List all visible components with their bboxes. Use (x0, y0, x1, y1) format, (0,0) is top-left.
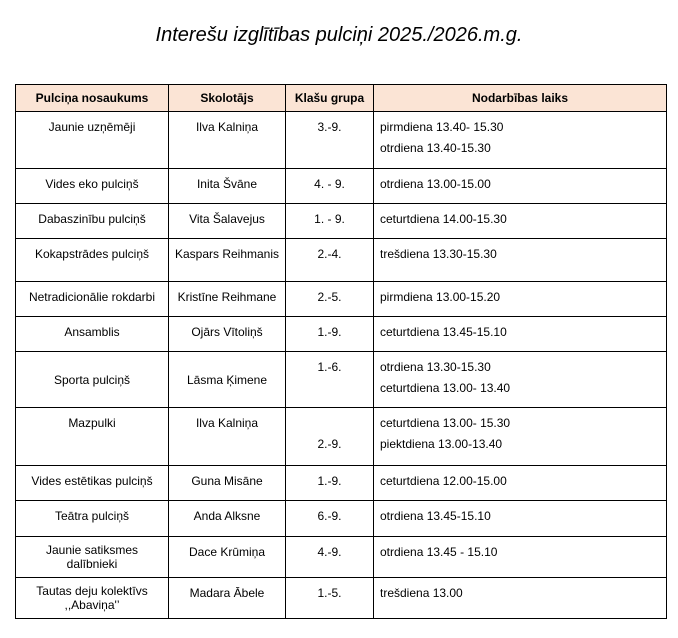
schedule-line: otrdiena 13.45 - 15.10 (380, 545, 498, 559)
schedule-cell (374, 578, 667, 619)
header-schedule: Nodarbības laiks (374, 85, 667, 112)
table-row (16, 352, 667, 408)
schedule-line: otrdiena 13.30-15.30 (380, 360, 491, 374)
teacher-cell: Inita Švāne (169, 169, 286, 204)
teacher-cell: Kaspars Reihmanis (169, 239, 286, 282)
teacher-cell: Guna Misāne (169, 466, 286, 501)
class-group-cell: 3.-9. (286, 112, 374, 169)
club-name-cell: Tautas deju kolektīvs ,,Abaviņa'’ (16, 578, 169, 619)
schedule-cell (374, 537, 667, 578)
club-name-cell: Teātra pulciņš (16, 501, 169, 537)
teacher-cell: Anda Alksne (169, 501, 286, 537)
table-row (16, 317, 667, 352)
class-group-cell: 2.-9. (286, 408, 374, 466)
schedule-cell (374, 239, 667, 282)
table-row (16, 408, 667, 466)
schedule-line: pirmdiena 13.00-15.20 (380, 290, 501, 304)
schedule-line: ceturtdiena 13.00- 13.40 (380, 381, 511, 395)
teacher-cell: Lāsma Ķimene (169, 352, 286, 408)
table-row (16, 466, 667, 501)
table-row (16, 239, 667, 282)
club-name-cell: Kokapstrādes pulciņš (16, 239, 169, 282)
teacher-cell: Madara Ābele (169, 578, 286, 619)
class-group-cell: 4.-9. (286, 537, 374, 578)
class-group-cell: 6.-9. (286, 501, 374, 537)
class-group-cell: 1.-5. (286, 578, 374, 619)
club-name-cell: Sporta pulciņš (16, 352, 169, 408)
schedule-line: ceturtdiena 12.00-15.00 (380, 474, 507, 488)
class-group-cell: 1. - 9. (286, 204, 374, 239)
club-name-cell: Jaunie satiksmes dalībnieki (16, 537, 169, 578)
schedule-line: otrdiena 13.40-15.30 (380, 141, 491, 155)
clubs-table (15, 84, 667, 619)
schedule-line: trešdiena 13.30-15.30 (380, 247, 497, 261)
schedule-line: pirmdiena 13.40- 15.30 (380, 120, 504, 134)
club-name-cell: Vides estētikas pulciņš (16, 466, 169, 501)
class-group-cell: 2.-5. (286, 282, 374, 317)
class-group-cell: 1.-9. (286, 317, 374, 352)
header-class-group: Klašu grupa (286, 85, 374, 112)
club-name-cell: Vides eko pulciņš (16, 169, 169, 204)
teacher-cell: Ilva Kalniņa (169, 408, 286, 466)
class-group-cell: 4. - 9. (286, 169, 374, 204)
table-header-row (16, 85, 667, 112)
table-row (16, 169, 667, 204)
table-row (16, 112, 667, 169)
header-club-name: Pulciņa nosaukums (16, 85, 169, 112)
schedule-cell (374, 317, 667, 352)
schedule-cell (374, 352, 667, 408)
schedule-cell (374, 204, 667, 239)
table-row (16, 578, 667, 619)
teacher-cell: Ojārs Vītoliņš (169, 317, 286, 352)
club-name-cell: Dabaszinību pulciņš (16, 204, 169, 239)
page-title: Interešu izglītības pulciņi 2025./2026.m.g. (155, 24, 523, 46)
club-name-cell: Ansamblis (16, 317, 169, 352)
schedule-cell (374, 169, 667, 204)
teacher-cell: Dace Krūmiņa (169, 537, 286, 578)
teacher-cell: Kristīne Reihmane (169, 282, 286, 317)
schedule-cell (374, 112, 667, 169)
class-group-cell: 1.-9. (286, 466, 374, 501)
table-row (16, 501, 667, 537)
schedule-cell (374, 466, 667, 501)
table-row (16, 282, 667, 317)
schedule-line: otrdiena 13.45-15.10 (380, 509, 491, 523)
class-group-cell: 2.-4. (286, 239, 374, 282)
schedule-line: ceturtdiena 13.00- 15.30 (380, 416, 511, 430)
schedule-cell (374, 282, 667, 317)
schedule-line: piektdiena 13.00-13.40 (380, 437, 503, 451)
table-row (16, 537, 667, 578)
teacher-cell: Ilva Kalniņa (169, 112, 286, 169)
schedule-line: ceturtdiena 14.00-15.30 (380, 212, 507, 226)
header-teacher: Skolotājs (169, 85, 286, 112)
class-group-cell: 1.-6. (286, 352, 374, 408)
schedule-line: ceturtdiena 13.45-15.10 (380, 325, 507, 339)
schedule-cell (374, 408, 667, 466)
club-name-cell: Jaunie uzņēmēji (16, 112, 169, 169)
club-name-cell: Mazpulki (16, 408, 169, 466)
schedule-line: otrdiena 13.00-15.00 (380, 177, 491, 191)
schedule-cell (374, 501, 667, 537)
schedule-line: trešdiena 13.00 (380, 586, 463, 600)
table-row (16, 204, 667, 239)
teacher-cell: Vita Šalavejus (169, 204, 286, 239)
club-name-cell: Netradicionālie rokdarbi (16, 282, 169, 317)
